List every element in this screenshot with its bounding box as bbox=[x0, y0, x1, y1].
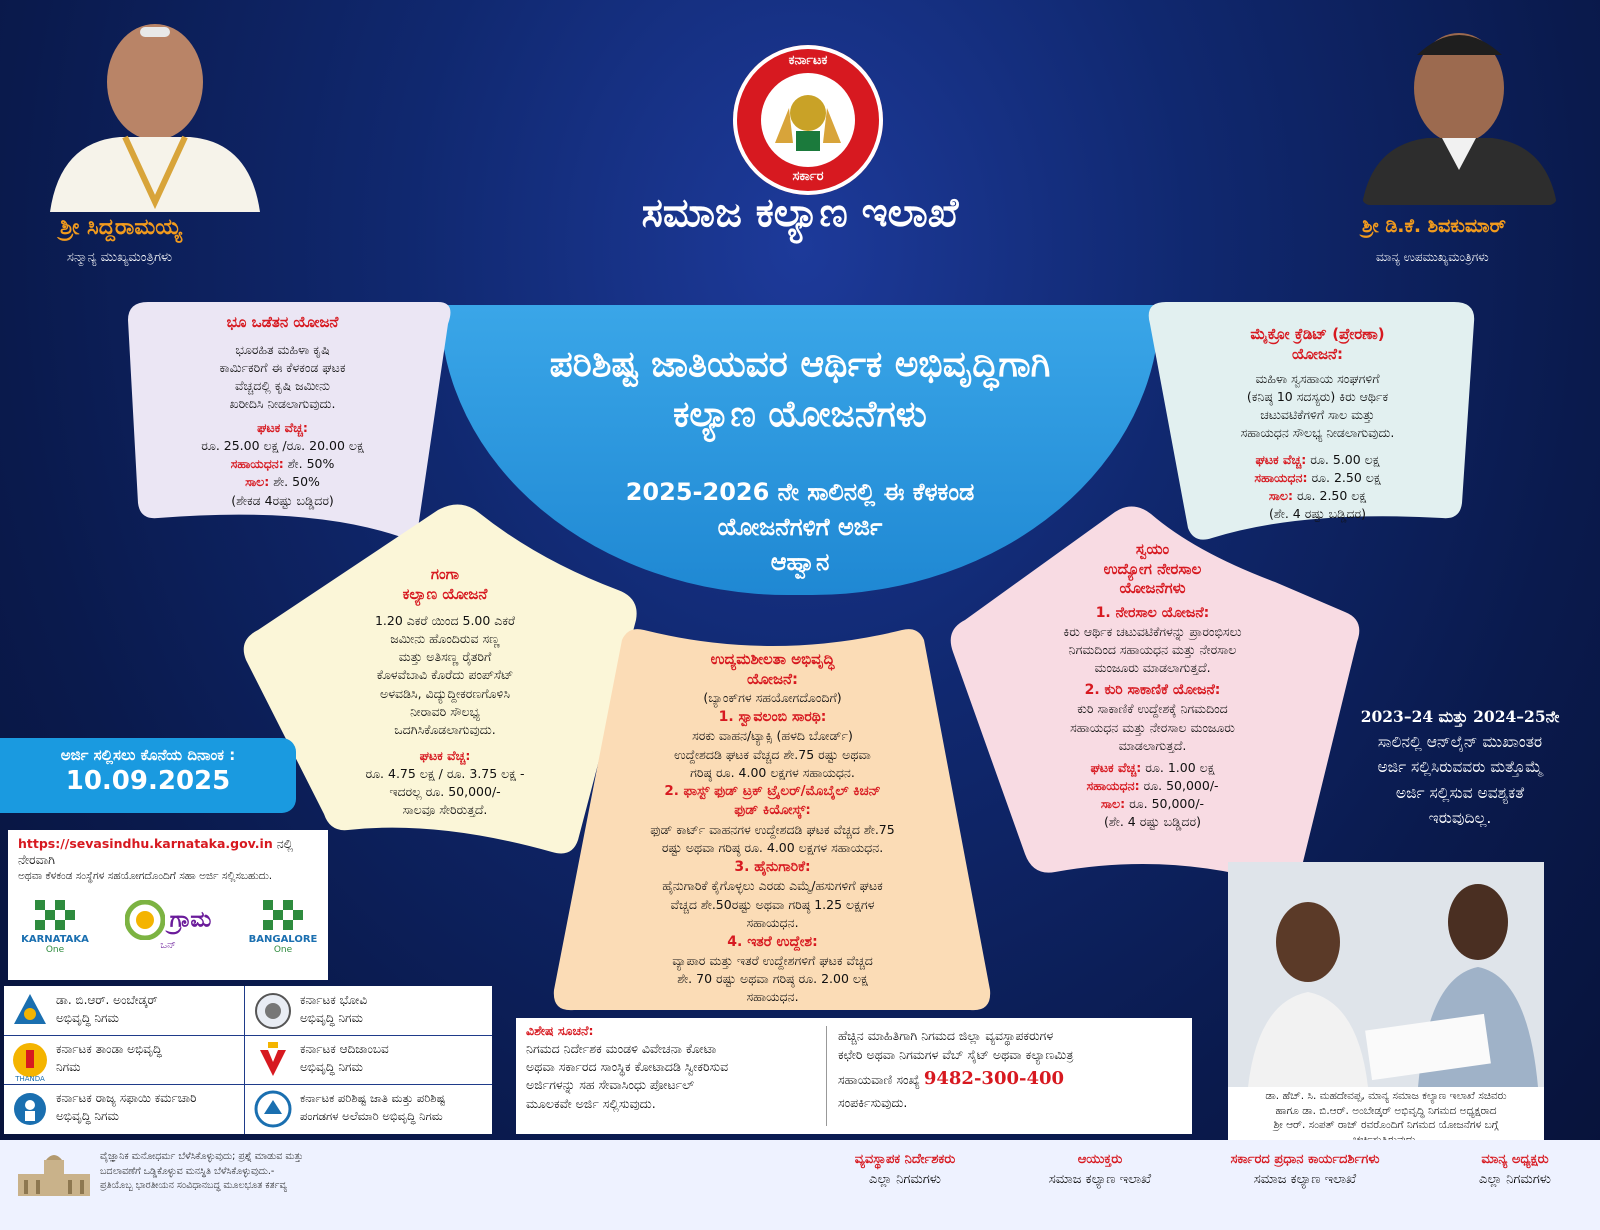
corp-4-line1: ಕರ್ನಾಟಕ ಆದಿಜಾಂಬವ bbox=[300, 1042, 389, 1056]
sub-line3: ಆಹ್ವಾನ bbox=[770, 547, 830, 576]
land-desc-1: ಭೂರಹಿತ ಮಹಿಳಾ ಕೃಷಿ bbox=[235, 341, 330, 357]
land-scheme-title: ಭೂ ಒಡೆತನ ಯೋಜನೆ bbox=[226, 313, 339, 331]
alemari-logo-icon bbox=[254, 1090, 292, 1128]
grama-one-sub: ಒನ್ bbox=[160, 940, 176, 951]
micro-interest: (ಶೇ. 4 ರಷ್ಟು ಬಡ್ಡಿದರ) bbox=[1269, 505, 1366, 521]
caption-2: ಹಾಗೂ ಡಾ. ಬಿ.ಆರ್. ಅಂಬೇಡ್ಕರ್ ಅಭಿವೃದ್ಧಿ ನಿಗಮದ ಅಧ್ಯಕ್ಷರಾದ bbox=[1275, 1104, 1497, 1117]
entrepreneur-s2-1: ಫುಡ್ ಕಾರ್ಟ್ ವಾಹನಗಳ ಉದ್ದೇಶದಡಿ ಘಟಕ ವೆಚ್ಚದ ಶೇ.75 bbox=[650, 821, 895, 837]
preamble-2: ಬದಲಾವಣೆಗೆ ಒಡ್ಡಿಕೊಳ್ಳುವ ಮನಸ್ಥಿತಿ ಬೆಳೆಸಿಕೊಳ್ಳುವುದು.- bbox=[100, 1165, 275, 1177]
self-emp-s1-2: ನಿಗಮದಿಂದ ಸಹಾಯಧನ ಮತ್ತು ನೇರಸಾಲ bbox=[1068, 641, 1237, 657]
deputy-cm-title: ಮಾನ್ಯ ಉಪಮುಖ್ಯಮಂತ್ರಿಗಳು bbox=[1376, 250, 1489, 264]
self-emp-loan: ರೂ. 50,000/- bbox=[1129, 796, 1205, 812]
department-title: ಸಮಾಜ ಕಲ್ಯಾಣ ಇಲಾಖೆ bbox=[641, 190, 959, 236]
entrepreneur-s2-title: 2. ಫಾಸ್ಟ್ ಫುಡ್ ಟ್ರಕ್ ಟ್ರೈಲರ್/ಮೊಬೈಲ್ ಕಿಚನ್ bbox=[664, 782, 881, 799]
contact-last: ಸಂಪರ್ಕಿಸುವುದು. bbox=[838, 1094, 908, 1110]
signatory-1-org: ಎಲ್ಲಾ ನಿಗಮಗಳು bbox=[869, 1172, 941, 1188]
contact-line-1: ಹೆಚ್ಚಿನ ಮಾಹಿತಿಗಾಗಿ ನಿಗಮದ ಜಿಲ್ಲಾ ವ್ಯವಸ್ಥಾಪಕರುಗಳ bbox=[838, 1028, 1054, 1043]
deadline-date: 10.09.2025 bbox=[65, 766, 231, 796]
chequer-icon bbox=[258, 900, 308, 930]
signatory-md bbox=[820, 1150, 990, 1190]
self-emp-subsidy: ರೂ. 50,000/- bbox=[1143, 777, 1219, 793]
self-emp-s2-2: ಸಹಾಯಧನ ಮತ್ತು ನೇರಸಾಲ ಮಂಜೂರು bbox=[1070, 719, 1235, 735]
ganga-extra-1: ಇದರಲ್ಲ ರೂ. 50,000/- bbox=[389, 784, 501, 800]
grama-one-logo bbox=[113, 900, 223, 951]
sevasindhu-link[interactable]: https://sevasindhu.karnataka.gov.in bbox=[18, 836, 273, 851]
micro-subsidy-label: ಸಹಾಯಧನ: bbox=[1254, 469, 1308, 485]
ganga-unit-cost: ರೂ. 4.75 ಲಕ್ಷ / ರೂ. 3.75 ಲಕ್ಷ - bbox=[365, 766, 525, 781]
contact-line-2: ಕಛೇರಿ ಅಥವಾ ನಿಗಮಗಳ ವೆಬ್ ಸೈಟ್ ಅಥವಾ ಕಲ್ಯಾಣಮಿತ್ರ bbox=[838, 1047, 1074, 1063]
chief-minister-name: ಶ್ರೀ ಸಿದ್ದರಾಮಯ್ಯ bbox=[60, 215, 182, 240]
corp-3-line1: ಕರ್ನಾಟಕ ತಾಂಡಾ ಅಭಿವೃದ್ಧಿ bbox=[56, 1042, 162, 1056]
self-emp-title-1: ಸ್ವಯಂ bbox=[1135, 540, 1170, 558]
karnataka-one-text: KARNATAKA bbox=[21, 934, 89, 945]
entrepreneur-note: (ಬ್ಯಾಂಕ್‌ಗಳ ಸಹಯೋಗದೊಂದಿಗೆ) bbox=[703, 690, 842, 705]
main-title-line1: ಪರಿಶಿಷ್ಟ ಜಾತಿಯವರ ಆರ್ಥಿಕ ಅಭಿವೃದ್ಧಿಗಾಗಿ bbox=[549, 344, 1051, 385]
sub-line1: 2025-2026 ನೇ ಸಾಲಿನಲ್ಲಿ ಈ ಕೆಳಕಂಡ bbox=[625, 478, 975, 506]
signatory-4-org: ಎಲ್ಲಾ ನಿಗಮಗಳು bbox=[1479, 1172, 1551, 1188]
main-title-line2: ಕಲ್ಯಾಣ ಯೋಜನೆಗಳು bbox=[673, 394, 927, 436]
corp-2-line2: ಅಭಿವೃದ್ಧಿ ನಿಗಮ bbox=[300, 1011, 363, 1025]
chief-minister-photo bbox=[40, 12, 270, 212]
karnataka-one-sub: One bbox=[45, 945, 65, 955]
emblem-top-text: ಕರ್ನಾಟಕ bbox=[788, 53, 828, 68]
micro-unit-cost: ರೂ. 5.00 ಲಕ್ಷ bbox=[1310, 451, 1380, 467]
corp-4-line2: ಅಭಿವೃದ್ಧಿ ನಿಗಮ bbox=[300, 1060, 363, 1074]
ganga-desc-5: ಅಳವಡಿಸಿ, ವಿದ್ಯುದ್ದೀಕರಣಗೊಳಿಸಿ bbox=[380, 685, 510, 701]
helpline-label: ಸಹಾಯವಾಣಿ ಸಂಖ್ಯೆ bbox=[838, 1071, 920, 1087]
land-subsidy-label: ಸಹಾಯಧನ: bbox=[230, 456, 284, 472]
special-note-1: ನಿಗಮದ ನಿರ್ದೇಶಕ ಮಂಡಳಿ ವಿವೇಚನಾ ಕೋಟಾ bbox=[526, 1041, 717, 1057]
entrepreneur-s4-3: ಸಹಾಯಧನ. bbox=[746, 989, 799, 1005]
signatory-2-org: ಸಮಾಜ ಕಲ್ಯಾಣ ಇಲಾಖೆ bbox=[1048, 1172, 1152, 1188]
deadline-label: ಅರ್ಜಿ ಸಲ್ಲಿಸಲು ಕೊನೆಯ ದಿನಾಂಕ : bbox=[60, 746, 236, 764]
bangalore-one-sub: One bbox=[273, 945, 293, 955]
corp-1-line1: ಡಾ. ಬಿ.ಆರ್. ಅಂಬೇಡ್ಕರ್ bbox=[56, 993, 158, 1007]
ganga-extra-2: ಸಾಲವೂ ಸೇರಿರುತ್ತದೆ. bbox=[402, 802, 488, 818]
ganga-unit-cost-label: ಘಟಕ ವೆಚ್ಚ: bbox=[419, 747, 471, 763]
self-emp-s2-title: 2. ಕುರಿ ಸಾಕಾಣಿಕೆ ಯೋಜನೆ: bbox=[1084, 682, 1221, 699]
signatory-1-role: ವ್ಯವಸ್ಥಾಪಕ ನಿರ್ದೇಶಕರು bbox=[854, 1152, 956, 1167]
entrepreneur-s2-2: ರಷ್ಟು ಅಥವಾ ಗರಿಷ್ಠ ರೂ. 4.00 ಲಕ್ಷಗಳ ಸಹಾಯಧನ. bbox=[661, 840, 884, 856]
right-note-4: ಅರ್ಜಿ ಸಲ್ಲಿಸುವ ಅವಶ್ಯಕತೆ bbox=[1395, 783, 1525, 802]
karnataka-one-logo bbox=[20, 900, 90, 955]
land-unit-cost-label: ಘಟಕ ವೆಚ್ಚ: bbox=[257, 420, 308, 435]
signatory-principal-secretary bbox=[1205, 1150, 1405, 1190]
deadline-banner bbox=[0, 738, 296, 813]
micro-desc-2: (ಕನಿಷ್ಠ 10 ಸದಸ್ಯರು) ಕಿರು ಆರ್ಥಿಕ bbox=[1246, 389, 1389, 405]
self-emp-s2-3: ಮಾಡಲಾಗುತ್ತದೆ. bbox=[1118, 737, 1187, 753]
entrepreneur-s1-3: ಗರಿಷ್ಠ ರೂ. 4.00 ಲಕ್ಷಗಳ ಸಹಾಯಧನ. bbox=[690, 764, 855, 780]
ganga-desc-7: ಒದಗಿಸಿಕೊಡಲಾಗುವುದು. bbox=[394, 721, 496, 737]
micro-loan-label: ಸಾಲ: bbox=[1268, 487, 1293, 503]
land-scheme-card bbox=[140, 313, 425, 510]
caption-3: ಶ್ರೀ ಆರ್. ಸಂಪತ್ ರಾಜ್ ರವರೊಂದಿಗೆ ನಿಗಮದ ಯೋಜನೆಗಳ ಬಗ್ಗೆ bbox=[1273, 1119, 1499, 1132]
footer-preamble bbox=[100, 1150, 380, 1194]
ganga-title-2: ಕಲ್ಯಾಣ ಯೋಜನೆ bbox=[402, 584, 488, 603]
self-employment-card bbox=[985, 540, 1320, 831]
micro-title-2: ಯೋಜನೆ: bbox=[1292, 344, 1343, 363]
main-title bbox=[440, 340, 1160, 441]
ganga-title-1: ಗಂಗಾ bbox=[430, 565, 460, 583]
micro-desc-4: ಸಹಾಯಧನ ಸೌಲಭ್ಯ ನೀಡಲಾಗುವುದು. bbox=[1240, 425, 1395, 441]
emblem-bottom-text: ಸರ್ಕಾರ bbox=[792, 169, 824, 184]
entrepreneur-s1-2: ಉದ್ದೇಶದಡಿ ಘಟಕ ವೆಚ್ಚದ ಶೇ.75 ರಷ್ಟು ಅಥವಾ bbox=[674, 746, 871, 762]
deputy-cm-name: ಶ್ರೀ ಡಿ.ಕೆ. ಶಿವಕುಮಾರ್ bbox=[1362, 215, 1506, 237]
entrepreneur-s3-2: ವೆಚ್ಚದ ಶೇ.50ರಷ್ಟು ಅಥವಾ ಗರಿಷ್ಠ 1.25 ಲಕ್ಷಗಳ bbox=[670, 896, 875, 912]
entrepreneur-s1-1: ಸರಕು ವಾಹನ/ಟ್ಯಾಕ್ಸಿ (ಹಳದಿ ಬೋರ್ಡ್) bbox=[692, 728, 853, 744]
apply-line-2: ಅಥವಾ ಕೆಳಕಂಡ ಸಂಸ್ಥೆಗಳ ಸಹಯೋಗದೊಂದಿಗೆ ಸಹಾ ಅರ್ಜಿ ಸಲ್ಲಿಸಬಹುದು. bbox=[18, 870, 273, 882]
notice-box bbox=[516, 1018, 1192, 1134]
land-desc-3: ವೆಚ್ಚದಲ್ಲಿ ಕೃಷಿ ಜಮೀನು bbox=[234, 377, 331, 393]
special-note-2: ಅಥವಾ ಸರ್ಕಾರದ ಸಾಂಸ್ಥಿಕ ಕೋಟಾದಡಿ ಸ್ವೀಕರಿಸುವ bbox=[526, 1059, 729, 1075]
sevasindhu-link-suffix: ನಲ್ಲಿ ನೇರವಾಗಿ bbox=[18, 836, 294, 867]
self-emp-interest: (ಶೇ. 4 ರಷ್ಟು ಬಡ್ಡಿದರ) bbox=[1104, 814, 1201, 830]
thanda-logo-text: THANDA bbox=[15, 1075, 45, 1082]
deputy-cm-photo bbox=[1362, 20, 1557, 205]
ganga-desc-1: 1.20 ಎಕರೆ ಯಿಂದ 5.00 ಎಕರೆ bbox=[374, 613, 516, 628]
self-emp-s1-title: 1. ನೇರಸಾಲ ಯೋಜನೆ: bbox=[1095, 604, 1210, 621]
signatory-2-role: ಆಯುಕ್ತರು bbox=[1077, 1152, 1123, 1167]
preamble-1: ವೈಜ್ಞಾನಿಕ ಮನೋಧರ್ಮ ಬೆಳೆಸಿಕೊಳ್ಳುವುದು; ಪ್ರಶ್ನೆ ಮಾಡುವ ಮತ್ತು bbox=[100, 1151, 304, 1162]
entrepreneur-title-1: ಉದ್ಯಮಶೀಲತಾ ಅಭಿವೃದ್ಧಿ bbox=[710, 650, 835, 668]
entrepreneur-scheme-card bbox=[590, 650, 955, 1007]
helpline-number[interactable]: 9482-300-400 bbox=[923, 1067, 1065, 1089]
corp-3-line2: ನಿಗಮ bbox=[56, 1060, 81, 1074]
self-emp-unit-cost-label: ಘಟಕ ವೆಚ್ಚ: bbox=[1090, 759, 1142, 775]
land-loan-label: ಸಾಲ: bbox=[245, 474, 270, 490]
entrepreneur-s1-title: 1. ಸ್ವಾವಲಂಬಿ ಸಾರಥಿ: bbox=[718, 709, 827, 726]
right-note-5: ಇರುವುದಿಲ್ಲ. bbox=[1428, 809, 1492, 828]
chequer-icon bbox=[30, 900, 80, 930]
self-emp-s2-1: ಕುರಿ ಸಾಕಾಣಿಕೆ ಉದ್ದೇಶಕ್ಕೆ ನಿಗಮದಿಂದ bbox=[1077, 701, 1228, 717]
micro-credit-card bbox=[1180, 325, 1455, 523]
ganga-desc-4: ಕೊಳವೆಬಾವಿ ಕೊರೆದು ಪಂಪ್‌ಸೆಟ್ bbox=[376, 667, 514, 683]
entrepreneur-s2-title2: ಫುಡ್ ಕಿಯೋಸ್ಕ್: bbox=[734, 802, 811, 819]
self-emp-subsidy-label: ಸಹಾಯಧನ: bbox=[1086, 777, 1140, 793]
corp-5-line1: ಕರ್ನಾಟಕ ರಾಜ್ಯ ಸಫಾಯಿ ಕರ್ಮಚಾರಿ bbox=[56, 1091, 197, 1105]
micro-desc-3: ಚಟುವಟಿಕೆಗಳಿಗೆ ಸಾಲ ಮತ್ತು bbox=[1260, 407, 1375, 423]
corp-5-line2: ಅಭಿವೃದ್ಧಿ ನಿಗಮ bbox=[56, 1109, 119, 1123]
self-emp-loan-label: ಸಾಲ: bbox=[1100, 796, 1126, 812]
ambedkar-logo-icon bbox=[12, 992, 48, 1030]
bangalore-one-text: BANGALORE bbox=[248, 934, 318, 945]
land-interest: (ಶೇಕಡ 4ರಷ್ಟು ಬಡ್ಡಿದರ) bbox=[231, 492, 334, 508]
ganga-desc-3: ಮತ್ತು ಅತಿಸಣ್ಣ ರೈತರಿಗೆ bbox=[398, 649, 492, 665]
signatory-3-role: ಸರ್ಕಾರದ ಪ್ರಧಾನ ಕಾರ್ಯದರ್ಶಿಗಳು bbox=[1230, 1152, 1380, 1167]
karnataka-emblem bbox=[733, 45, 883, 195]
grama-one-text: ಗ್ರಾಮ bbox=[169, 907, 212, 933]
right-note-2: ಸಾಲಿನಲ್ಲಿ ಆನ್‌ಲೈನ್ ಮುಖಾಂತರ bbox=[1377, 732, 1543, 751]
special-note-3: ಅರ್ಜಿಗಳನ್ನು ಸಹ ಸೇವಾಸಿಂಧು ಪೋರ್ಟಲ್ bbox=[526, 1077, 695, 1093]
land-unit-cost: ರೂ. 25.00 ಲಕ್ಷ /ರೂ. 20.00 ಲಕ್ಷ bbox=[201, 438, 364, 454]
land-desc-4: ಖರೀದಿಸಿ ನೀಡಲಾಗುವುದು. bbox=[229, 395, 336, 411]
entrepreneur-s4-title: 4. ಇತರೆ ಉದ್ದೇಶ: bbox=[727, 933, 818, 950]
bangalore-one-logo bbox=[248, 900, 318, 955]
entrepreneur-s3-3: ಸಹಾಯಧನ. bbox=[746, 914, 799, 930]
self-emp-unit-cost: ರೂ. 1.00 ಲಕ್ಷ bbox=[1145, 759, 1215, 775]
special-note-4: ಮೂಲಕವೇ ಅರ್ಜಿ ಸಲ್ಲಿಸುವುದು. bbox=[526, 1095, 656, 1111]
corp-2-line1: ಕರ್ನಾಟಕ ಭೋವಿ bbox=[300, 993, 368, 1007]
emblem-seal-icon bbox=[761, 73, 855, 167]
right-note-3: ಅರ್ಜಿ ಸಲ್ಲಿಸಿರುವವರು ಮತ್ತೊಮ್ಮೆ bbox=[1377, 758, 1543, 777]
signatory-chairmen bbox=[1445, 1150, 1585, 1190]
entrepreneur-title-2: ಯೋಜನೆ: bbox=[747, 669, 798, 688]
preamble-3: ಪ್ರತಿಯೊಬ್ಬ ಭಾರತೀಯನ ಸಂವಿಧಾನಬದ್ಧ ಮೂಲಭೂತ ಕರ್ತವ್ಯ bbox=[100, 1180, 287, 1192]
chief-minister-title: ಸನ್ಮಾನ್ಯ ಮುಖ್ಯಮಂತ್ರಿಗಳು bbox=[67, 250, 173, 265]
right-note-1: 2023–24 ಮತ್ತು 2024–25ನೇ bbox=[1360, 707, 1560, 726]
land-loan: ಶೇ. 50% bbox=[273, 474, 320, 490]
self-emp-title-3: ಯೋಜನೆಗಳು bbox=[1119, 579, 1186, 597]
vidhana-soudha-icon bbox=[14, 1150, 94, 1200]
entrepreneur-s4-2: ಶೇ. 70 ರಷ್ಟು ಅಥವಾ ಗರಿಷ್ಠ ರೂ. 2.00 ಲಕ್ಷ bbox=[677, 971, 868, 987]
micro-title-1: ಮೈಕ್ರೋ ಕ್ರೆಡಿಟ್ (ಪ್ರೇರಣಾ) bbox=[1250, 325, 1385, 343]
grama-circle-icon bbox=[125, 900, 165, 940]
ganga-scheme-card bbox=[330, 565, 560, 819]
land-subsidy: ಶೇ. 50% bbox=[287, 456, 335, 472]
entrepreneur-s3-title: 3. ಹೈನುಗಾರಿಕೆ: bbox=[734, 859, 811, 876]
self-emp-s1-3: ಮಂಜೂರು ಮಾಡಲಾಗುತ್ತದೆ. bbox=[1094, 660, 1211, 676]
corp-1-line2: ಅಭಿವೃದ್ಧಿ ನಿಗಮ bbox=[56, 1011, 119, 1025]
micro-desc-1: ಮಹಿಳಾ ಸ್ವಸಹಾಯ ಸಂಘಗಳಿಗೆ bbox=[1255, 371, 1380, 386]
signatory-4-role: ಮಾನ್ಯ ಅಧ್ಯಕ್ಷರು bbox=[1481, 1152, 1549, 1167]
land-desc-2: ಕಾರ್ಮಿಕರಿಗೆ ಈ ಕೆಳಕಂಡ ಘಟಕ bbox=[219, 359, 346, 375]
micro-unit-cost-label: ಘಟಕ ವೆಚ್ಚ: bbox=[1255, 451, 1307, 467]
signatory-commissioner bbox=[1020, 1150, 1180, 1190]
micro-loan: ರೂ. 2.50 ಲಕ್ಷ bbox=[1296, 487, 1367, 503]
caption-1: ಡಾ. ಹೆಚ್. ಸಿ. ಮಹದೇವಪ್ಪ, ಮಾನ್ಯ ಸಮಾಜ ಕಲ್ಯಾಣ ಇಲಾಖೆ ಸಚಿವರು bbox=[1265, 1090, 1507, 1102]
safai-karmachari-logo-icon bbox=[12, 1090, 48, 1128]
sub-line2: ಯೋಜನೆಗಳಿಗೆ ಅರ್ಜಿ bbox=[717, 512, 883, 541]
previous-applicants-note bbox=[1340, 704, 1580, 832]
corporations-grid bbox=[4, 986, 492, 1134]
corp-6-line2: ಪಂಗಡಗಳ ಅಲೆಮಾರಿ ಅಭಿವೃದ್ಧಿ ನಿಗಮ bbox=[300, 1109, 443, 1123]
ganga-desc-2: ಜಮೀನು ಹೊಂದಿರುವ ಸಣ್ಣ bbox=[390, 631, 500, 647]
entrepreneur-s4-1: ವ್ಯಾಪಾರ ಮತ್ತು ಇತರೆ ಉದ್ದೇಶಗಳಿಗೆ ಘಟಕ ವೆಚ್ಚದ bbox=[672, 953, 873, 969]
bhovi-logo-icon bbox=[254, 992, 292, 1030]
apply-online-box bbox=[8, 830, 328, 980]
signatory-3-org: ಸಮಾಜ ಕಲ್ಯಾಣ ಇಲಾಖೆ bbox=[1253, 1172, 1357, 1188]
self-emp-s1-1: ಕಿರು ಆರ್ಥಿಕ ಚಟುವಟಿಕೆಗಳನ್ನು ಪ್ರಾರಂಭಿಸಲು bbox=[1063, 623, 1242, 639]
thanda-logo-icon bbox=[10, 1040, 50, 1082]
minister-meeting-photo bbox=[1228, 862, 1544, 1087]
special-note-label: ವಿಶೇಷ ಸೂಚನೆ: bbox=[526, 1023, 594, 1038]
notice-divider bbox=[826, 1026, 827, 1126]
adijambava-logo-icon bbox=[256, 1040, 290, 1080]
self-emp-title-2: ಉದ್ಯೋಗ ನೇರಸಾಲ bbox=[1103, 559, 1202, 578]
entrepreneur-s3-1: ಹೈನುಗಾರಿಕೆ ಕೈಗೊಳ್ಳಲು ಎರಡು ಎಮ್ಮೆ/ಹಸುಗಳಿಗೆ ಘಟಕ bbox=[662, 878, 883, 894]
ganga-desc-6: ನೀರಾವರಿ ಸೌಲಭ್ಯ bbox=[410, 703, 480, 719]
micro-subsidy: ರೂ. 2.50 ಲಕ್ಷ bbox=[1311, 469, 1381, 485]
corp-6-line1: ಕರ್ನಾಟಕ ಪರಿಶಿಷ್ಟ ಜಾತಿ ಮತ್ತು ಪರಿಶಿಷ್ಟ bbox=[300, 1091, 446, 1105]
